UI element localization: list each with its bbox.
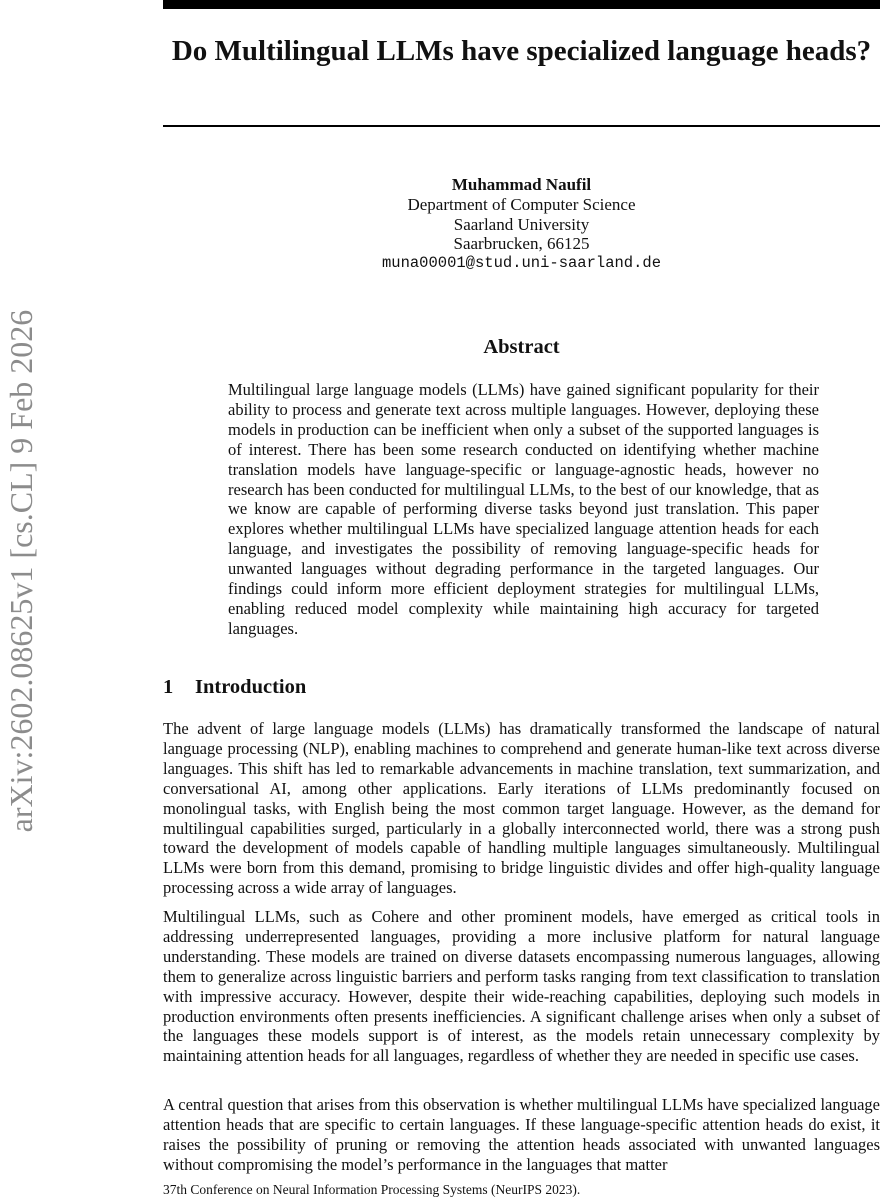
intro-paragraph-3: A central question that arises from this observation is whether multilingual LLMs have specialized language attention heads that are specific to certain languages. If these language-specific attention heads do exist, it raises the possibility of pruning or removing the attention heads associated with unwanted languages without compromising the model’s performance in the languages that matter — [163, 1095, 880, 1174]
conference-footnote: 37th Conference on Neural Information Processing Systems (NeurIPS 2023). — [163, 1182, 581, 1197]
paper-title: Do Multilingual LLMs have specialized language heads? — [171, 35, 872, 67]
intro-paragraph-2: Multilingual LLMs, such as Cohere and other prominent models, have emerged as critical tools in addressing underrepresented languages, providing a more inclusive platform for natural language understanding. These models are trained on diverse datasets encompassing numerous languages, allowing them to generalize across linguistic barriers and perform tasks ranging from text classification to translation with impressive accuracy. However, despite their wide-reaching capabilities, deploying such models in production environments often presents inefficiencies. A significant challenge arises when only a subset of the languages these models support is of interest, as the models retain unnecessary complexity by maintaining attention heads for all languages, regardless of whether they are needed in specific use cases. — [163, 907, 880, 1066]
author-name: Muhammad Naufil — [451, 175, 592, 194]
top-rule — [163, 0, 880, 9]
abstract-text: Multilingual large language models (LLMs) have gained significant popularity for their ability to process and generate text across multiple languages. However, deploying these models in production can be inefficient when only a subset of the supported languages is of interest. There has been some research conducted on identifying whether machine translation models have language-specific or language-agnostic heads, however no research has been conducted for multilingual LLMs, to the best of our knowledge, that as we know are capable of performing diverse tasks beyond just translation. This paper explores whether multilingual LLMs have specialized language attention heads for each language, and investigates the possibility of removing language-specific heads for unwanted languages without degrading performance in the targeted languages. Our findings could inform more efficient deployment strategies for multilingual LLMs, enabling reduced model complexity while maintaining high accuracy for targeted languages. — [228, 380, 819, 638]
author-university: Saarland University — [453, 214, 590, 234]
section-heading-introduction — [163, 676, 306, 699]
section-title: Introduction — [195, 676, 307, 698]
arxiv-identifier: arXiv:2602.08625v1 [cs.CL] 9 Feb 2026 — [3, 309, 39, 833]
author-email: muna00001@stud.uni-saarland.de — [381, 254, 662, 273]
author-location: Saarbrucken, 66125 — [453, 234, 590, 254]
intro-paragraph-1: The advent of large language models (LLMs) has dramatically transformed the landscape of natural language processing (NLP), enabling machines to comprehend and generate human-like text across diverse languages. This shift has led to remarkable advancements in machine translation, text summarization, and conversational AI, among other applications. Early iterations of LLMs predominantly focused on monolingual tasks, with English being the most common target language. However, as the demand for multilingual capabilities surged, particularly in a globally interconnected world, there was a strong push toward the development of models capable of handling multiple languages simultaneously. Multilingual LLMs were born from this demand, promising to bridge linguistic divides and offer high-quality language processing across a wide array of languages. — [163, 719, 880, 898]
author-department: Department of Computer Science — [407, 194, 636, 214]
title-rule — [163, 125, 880, 127]
author-block — [163, 175, 880, 274]
abstract-heading: Abstract — [483, 336, 560, 358]
section-number: 1 — [163, 676, 174, 698]
